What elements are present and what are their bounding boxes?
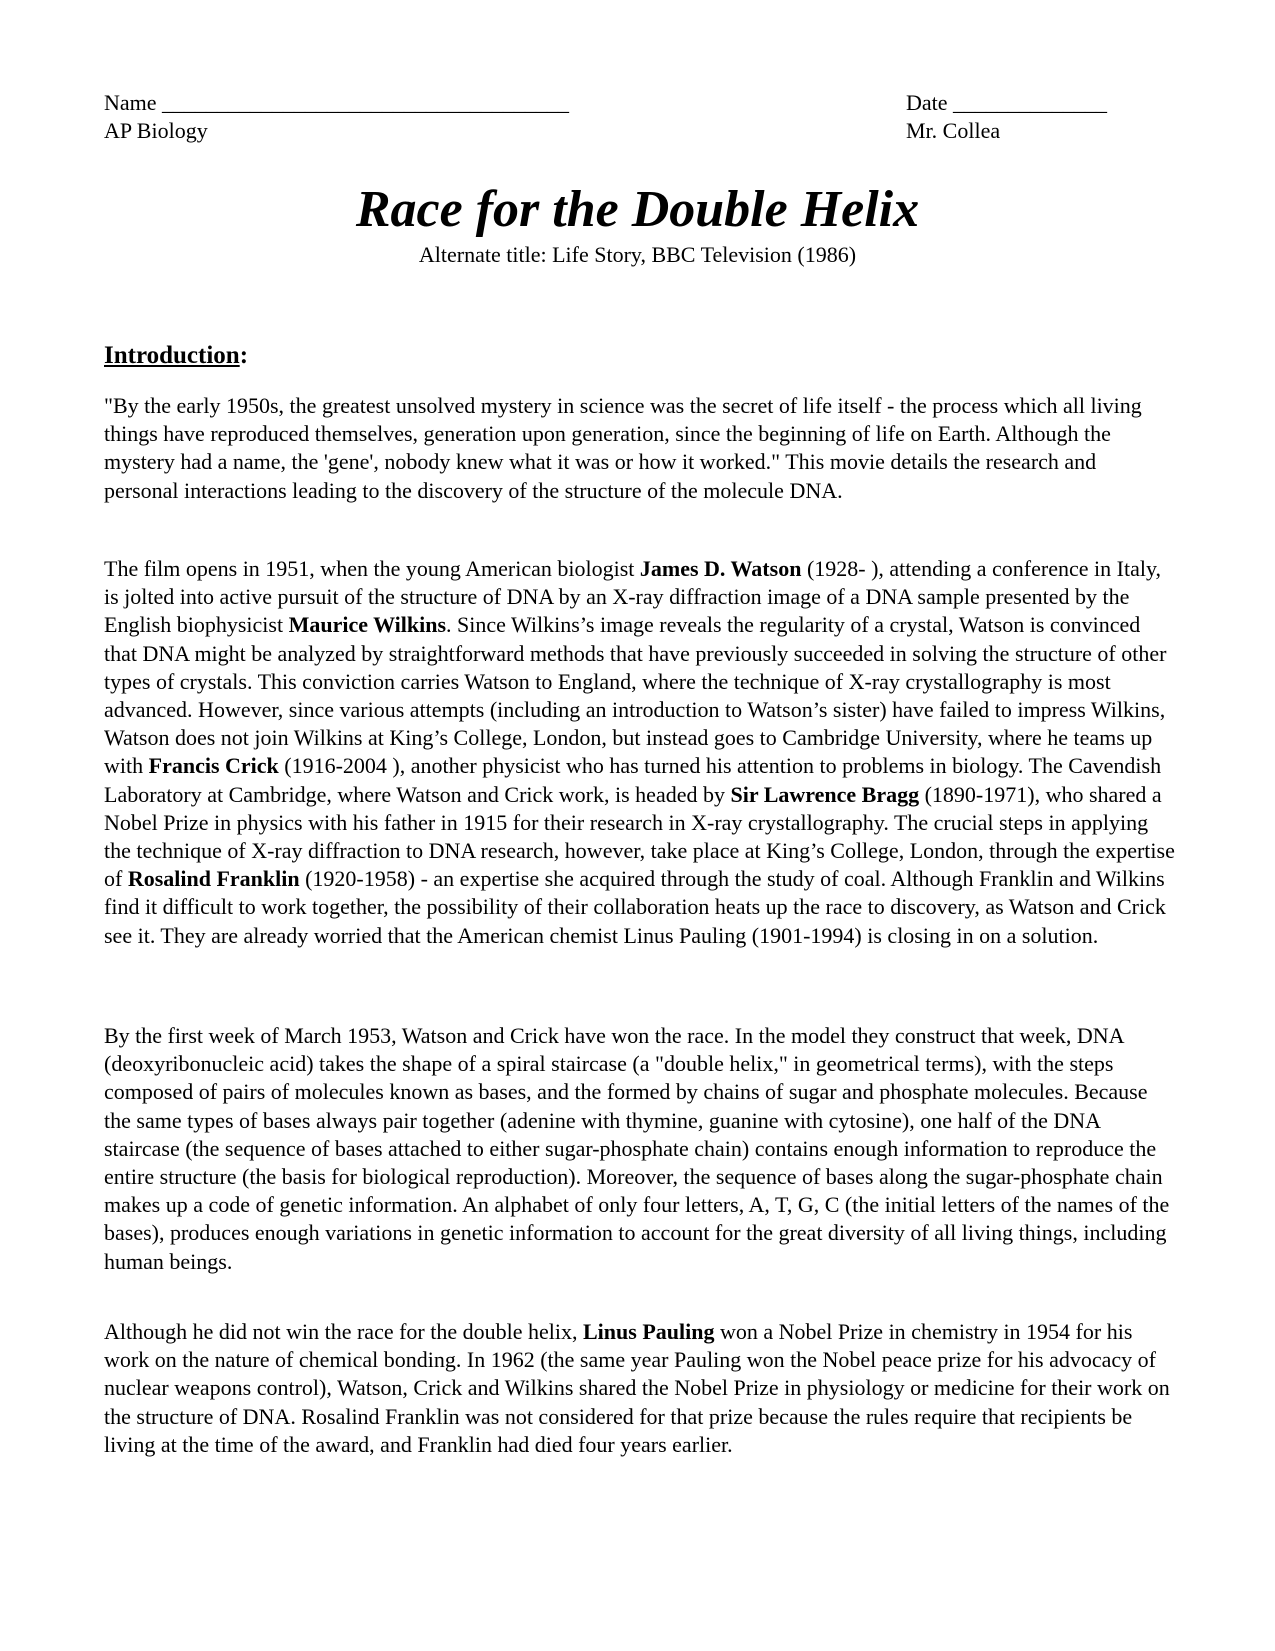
name-wilkins: Maurice Wilkins [288,612,447,638]
intro-paragraph-nobel [104,1318,1176,1459]
intro-paragraph-model: By the first week of March 1953, Watson and Crick have won the race. In the model they construct that week, DNA (deoxyribonucleic acid) takes the shape of a spiral staircase (a "double helix," in geometrical terms), with the steps composed of pairs of molecules known as bases, and the formed by chains of sugar and phosphate molecules. Because the same types of bases always pair together (adenine with thymine, guanine with cytosine), one half of the DNA staircase (the sequence of bases attached to either sugar-phosphate chain) contains enough information to reproduce the entire structure (the basis for biological reproduction). Moreover, the sequence of bases along the sugar-phosphate chain makes up a code of genetic information. An alphabet of only four letters, A, T, G, C (the initial letters of the names of the bases), produces enough variations in genetic information to account for the great diversity of all living things, including human beings. [104,1023,1170,1274]
introduction-heading-label: Introduction [104,342,240,369]
p4-text-1: Although he did not win the race for the double helix, [104,1319,583,1344]
page-subtitle: Alternate title: Life Story, BBC Television (1986) [418,242,857,267]
intro-paragraph-film [104,555,1176,950]
p2-text-5: (1890-1971), who shared a Nobel Prize in physics with his father in 1915 for their research in X-ray crystallography. The crucial steps in applying the technique of X-ray diffraction to DNA research, however, take place at King’s College, London, through the expertise of [104,781,1175,892]
name-bragg: Sir Lawrence Bragg [730,781,920,807]
introduction-heading-colon: : [239,342,249,369]
p2-text-6: (1920-1958) - an expertise she acquired through the study of coal. Although Franklin and Wilkins find it difficult to work together, the possibility of their collaboration heats up the race to discovery, as Watson and Crick see it. They are already worried that the American chemist Linus Pauling (1901-1994) is closing in on a solution. [104,866,1166,948]
p2-text-4: (1916-2004 ), another physicist who has turned his attention to problems in biology. The Cavendish Laboratory at Cambridge, where Watson and Crick work, is headed by [104,753,1162,807]
p2-text-1: The film opens in 1951, when the young American biologist [104,556,640,581]
name-franklin: Rosalind Franklin [127,866,300,892]
p2-text-3: . Since Wilkins’s image reveals the regularity of a crystal, Watson is convinced that DNA might be analyzed by straightforward methods that have previously succeeded in solving the structure of other types of crystals. This conviction carries Watson to England, where the technique of X-ray crystallography is most advanced. However, since various attempts (including an introduction to Watson’s sister) have failed to impress Wilkins, Watson does not join Wilkins at King’s College, London, but instead goes to Cambridge University, where he teams up with [104,612,1167,779]
teacher-label: Mr. Collea [906,118,1001,143]
introduction-heading [104,340,248,372]
course-label: AP Biology [104,118,208,143]
name-pauling: Linus Pauling [583,1319,715,1344]
name-watson: James D. Watson [639,556,802,581]
intro-paragraph-quote: "By the early 1950s, the greatest unsolved mystery in science was the secret of life itself - the process which all living things have reproduced themselves, generation upon generation, since the beginning of life on Earth. Although the mystery had a name, the 'gene', nobody knew what it was or how it worked." This movie details the research and personal interactions leading to the discovery of the structure of the molecule DNA. [104,393,1142,503]
date-field-label: Date ______________ [906,90,1108,115]
name-field-label: Name _____________________________________ [104,90,570,115]
p4-text-2: won a Nobel Prize in chemistry in 1954 for his work on the nature of chemical bonding. In 1962 (the same year Pauling won the Nobel peace prize for his advocacy of nuclear weapons control), Watson, Crick and Wilkins shared the Nobel Prize in physiology or medicine for their work on the structure of DNA. Rosalind Franklin was not considered for that prize because the rules require that recipients be living at the time of the award, and Franklin had died four years earlier. [104,1319,1170,1457]
p2-text-2: (1928- ), attending a conference in Italy, is jolted into active pursuit of the structure of DNA by an X-ray diffraction image of a DNA sample presented by the English biophysicist [104,556,1162,638]
page-title: Race for the Double Helix [355,181,920,238]
name-crick: Francis Crick [148,753,279,779]
